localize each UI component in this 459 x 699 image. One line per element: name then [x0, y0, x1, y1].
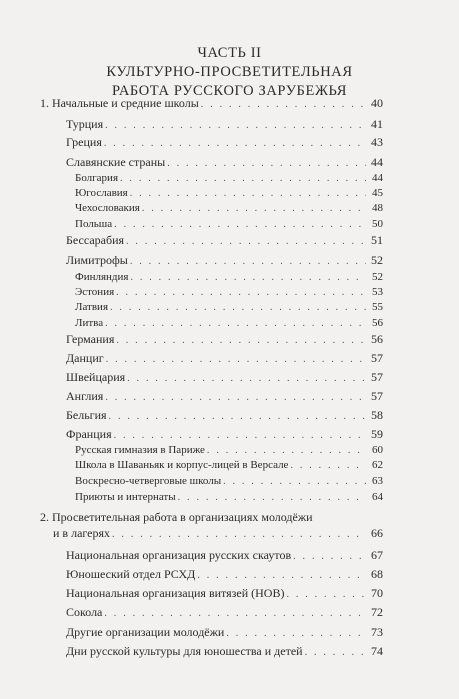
toc-entry-page: 52 [372, 271, 383, 283]
toc-entry-label: Лимитрофы [66, 253, 128, 267]
toc-entry-page: 44 [371, 155, 383, 169]
toc-entry-label: Болгария [75, 172, 119, 184]
toc-entry [66, 586, 383, 602]
toc-entry-label: Греция [66, 135, 102, 149]
toc-entry-label: Югославия [75, 187, 128, 199]
toc-entry [75, 285, 383, 300]
part-number: ЧАСТЬ II [197, 45, 262, 61]
toc-entry [75, 316, 383, 331]
toc-entry-page: 53 [372, 286, 383, 298]
toc-entry [75, 217, 383, 232]
toc-entry [66, 427, 383, 443]
toc-entry-page: 72 [371, 605, 383, 619]
toc-entry-page: 55 [372, 301, 383, 313]
toc-entry-label: Юношеский отдел РСХД [66, 567, 196, 581]
toc-entry [66, 155, 383, 171]
toc-entry-label: Эстония [75, 286, 115, 298]
toc-entry-label: Финляндия [75, 271, 129, 283]
toc-entry-label: Школа в Шаваньяк и корпус-лицей в Версале [75, 459, 289, 471]
toc-entry [66, 233, 383, 249]
toc-entry [75, 490, 383, 505]
toc-entry-page: 68 [371, 567, 383, 581]
toc-entry [66, 644, 383, 660]
toc-entry-page: 41 [371, 117, 383, 131]
toc-entry-page: 66 [371, 526, 383, 540]
toc-entry-page: 73 [371, 625, 383, 639]
toc-entry-page: 60 [372, 444, 383, 456]
part-title-line-2: РАБОТА РУССКОГО ЗАРУБЕЖЬЯ [112, 83, 347, 99]
toc-entry-label: Чехословакия [75, 202, 140, 214]
toc-entry-page: 59 [371, 427, 383, 441]
toc-entry [75, 186, 383, 201]
toc-entry [66, 567, 383, 583]
toc-entry-label: Воскресно-четверговые школы [75, 475, 222, 487]
toc-entry [53, 526, 383, 542]
toc-entry [66, 332, 383, 348]
toc-entry-label: Национальная организация русских скаутов [66, 548, 292, 562]
toc-entry-page: 58 [371, 408, 383, 422]
toc-entry-label: Данциг [66, 351, 104, 365]
toc-entry-label: Литва [75, 317, 104, 329]
toc-entry-page: 40 [371, 96, 383, 110]
toc-entry-page: 62 [372, 459, 383, 471]
toc-entry-label: Германия [66, 332, 115, 346]
toc-entry-label: Турция [66, 117, 104, 131]
toc-entry-page: 50 [372, 218, 383, 230]
toc-entry-page: 52 [371, 253, 383, 267]
toc-entry-page: 57 [371, 351, 383, 365]
toc-entry-page: 70 [371, 586, 383, 600]
toc-entry-label: 2. Просветительная работа в организациях молодёжи [40, 510, 313, 524]
toc-entry [75, 458, 383, 473]
toc-entry-page: 43 [371, 135, 383, 149]
toc-entry-label: Бессарабия [66, 233, 125, 247]
toc-entry [75, 270, 383, 285]
toc-entry [66, 548, 383, 564]
toc-entry-page: 56 [372, 317, 383, 329]
toc-entry-label: Англия [66, 389, 104, 403]
toc-entry [75, 300, 383, 315]
toc-entry-page: 63 [372, 475, 383, 487]
toc-entry [75, 474, 383, 489]
toc-entry [66, 389, 383, 405]
toc-entry-label: Приюты и интернаты [75, 491, 176, 503]
toc-entry-label: Польша [75, 218, 113, 230]
toc-entry-label: Латвия [75, 301, 109, 313]
toc-entry-label: Национальная организация витязей (НОВ) [66, 586, 285, 600]
part-title-line-1: КУЛЬТУРНО-ПРОСВЕТИТЕЛЬНАЯ [106, 64, 353, 80]
toc-entry [66, 605, 383, 621]
toc-entry-label: Франция [66, 427, 112, 441]
toc-entry [40, 96, 383, 112]
toc-entry-label: Швейцария [66, 370, 126, 384]
toc-entry-page: 67 [371, 548, 383, 562]
toc-entry-page: 57 [371, 370, 383, 384]
toc-entry-page: 64 [372, 491, 383, 503]
toc-entry [66, 351, 383, 367]
toc-entry-label: Дни русской культуры для юношества и детей [66, 644, 303, 658]
toc-entry-label: Славянские страны [66, 155, 166, 169]
toc-entry-page: 57 [371, 389, 383, 403]
toc-entry-label: Другие организации молодёжи [66, 625, 225, 639]
toc-entry [66, 370, 383, 386]
toc-entry [75, 171, 383, 186]
toc-entry-label: Русская гимназия в Париже [75, 444, 205, 456]
toc-entry-page: 45 [372, 187, 383, 199]
toc-entry [66, 253, 383, 269]
toc-entry-page: 56 [371, 332, 383, 346]
toc-entry-label: 1. Начальные и средние школы [40, 96, 199, 110]
toc-entry-label: Сокола [66, 605, 103, 619]
toc-entry [66, 625, 383, 641]
toc-entry-page: 51 [371, 233, 383, 247]
toc-entry-page: 48 [372, 202, 383, 214]
toc-entry-label: Бельгия [66, 408, 107, 422]
toc-entry [66, 135, 383, 151]
toc-entry [66, 408, 383, 424]
toc-entry-label-continued: и в лагерях [53, 526, 111, 540]
toc-entry [75, 201, 383, 216]
toc-entry-page: 74 [371, 644, 383, 658]
toc-entry [66, 117, 383, 133]
toc-entry [75, 443, 383, 458]
toc-entry-page: 44 [372, 172, 383, 184]
